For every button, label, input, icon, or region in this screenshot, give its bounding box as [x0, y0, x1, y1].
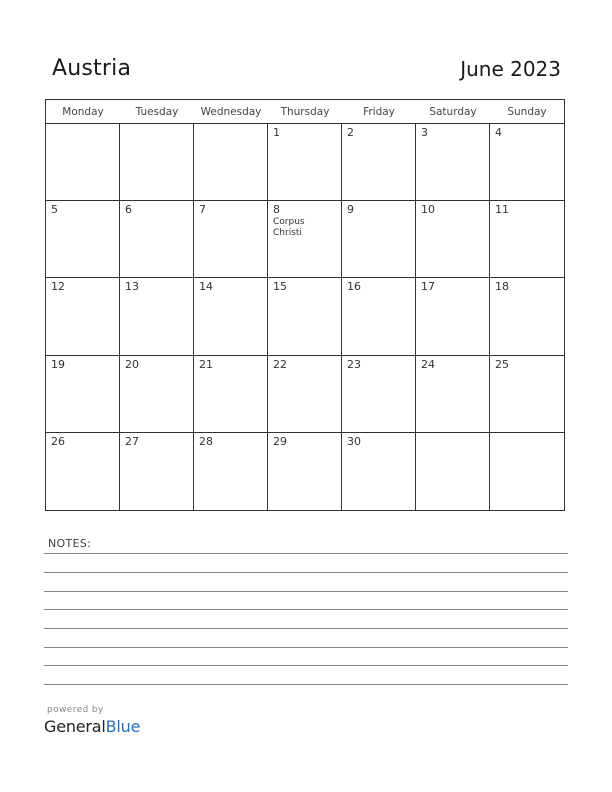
weekday-header: Sunday [490, 100, 564, 124]
month-year-title: June 2023 [460, 57, 561, 81]
day-cell[interactable] [268, 124, 342, 201]
day-number: 5 [51, 203, 58, 217]
day-cell[interactable] [268, 201, 342, 278]
day-cell[interactable] [268, 278, 342, 355]
note-line [44, 628, 568, 629]
day-cell[interactable] [490, 356, 564, 433]
day-number: 15 [273, 280, 287, 294]
weekday-header: Monday [46, 100, 120, 124]
day-cell[interactable] [46, 278, 120, 355]
notes-label: NOTES: [48, 537, 92, 550]
day-number: 1 [273, 126, 280, 139]
day-cell[interactable] [416, 124, 490, 201]
day-number: 30 [347, 434, 361, 448]
day-number: 28 [199, 434, 213, 448]
day-cell[interactable] [490, 433, 564, 510]
day-cell[interactable] [416, 201, 490, 278]
day-cell[interactable] [46, 124, 120, 201]
day-cell[interactable] [120, 278, 194, 355]
day-cell[interactable] [342, 356, 416, 433]
day-number: 12 [51, 280, 65, 294]
day-cell[interactable] [490, 201, 564, 278]
weekday-header: Thursday [268, 100, 342, 124]
weekday-header: Wednesday [194, 100, 268, 124]
weekday-header: Saturday [416, 100, 490, 124]
day-cell[interactable] [120, 124, 194, 201]
day-number: 26 [51, 434, 65, 448]
note-line [44, 591, 568, 592]
day-cell[interactable] [268, 356, 342, 433]
day-cell[interactable] [416, 433, 490, 510]
note-line [44, 572, 568, 573]
day-cell[interactable] [268, 433, 342, 510]
day-number: 20 [125, 357, 139, 371]
day-cell[interactable] [120, 433, 194, 510]
weekday-header: Friday [342, 100, 416, 124]
day-cell[interactable] [46, 433, 120, 510]
day-number: 6 [125, 203, 132, 217]
brand-name-blue: Blue [105, 717, 141, 736]
day-number: 10 [421, 203, 435, 217]
day-cell[interactable] [194, 433, 268, 510]
day-number: 17 [421, 280, 435, 294]
powered-by-text: powered by [47, 705, 104, 715]
day-cell[interactable] [194, 201, 268, 278]
day-cell[interactable] [46, 201, 120, 278]
day-number: 23 [347, 357, 361, 371]
day-cell[interactable] [342, 433, 416, 510]
day-number: 9 [347, 203, 354, 217]
day-number: 14 [199, 280, 213, 294]
day-cell[interactable] [342, 201, 416, 278]
note-line [44, 684, 568, 685]
note-line [44, 553, 568, 554]
day-cell[interactable] [490, 124, 564, 201]
day-cell[interactable] [342, 124, 416, 201]
calendar-grid [45, 99, 565, 511]
day-cell[interactable] [342, 278, 416, 355]
day-cell[interactable] [46, 356, 120, 433]
day-number: 11 [495, 203, 509, 217]
brand-logo[interactable] [44, 717, 140, 736]
note-line [44, 647, 568, 648]
day-number: 16 [347, 280, 361, 294]
note-line [44, 665, 568, 666]
day-number: 27 [125, 434, 139, 448]
day-cell[interactable] [194, 278, 268, 355]
day-cell[interactable] [194, 356, 268, 433]
day-number: 8 [273, 203, 280, 217]
day-cell[interactable] [194, 124, 268, 201]
day-number: 7 [199, 203, 206, 217]
country-title: Austria [52, 56, 132, 81]
day-number: 2 [347, 126, 354, 139]
day-number: 21 [199, 357, 213, 371]
day-cell[interactable] [490, 278, 564, 355]
day-number: 13 [125, 280, 139, 294]
day-cell[interactable] [416, 278, 490, 355]
day-number: 29 [273, 434, 287, 448]
day-cell[interactable] [120, 356, 194, 433]
day-number: 19 [51, 357, 65, 371]
day-number: 24 [421, 357, 435, 371]
day-number: 4 [495, 126, 502, 139]
day-number: 22 [273, 357, 287, 371]
day-cell[interactable] [120, 201, 194, 278]
day-number: 3 [421, 126, 428, 139]
brand-name-general: General [44, 717, 106, 736]
day-number: 25 [495, 357, 509, 371]
day-cell[interactable] [416, 356, 490, 433]
day-number: 18 [495, 280, 509, 294]
weekday-header: Tuesday [120, 100, 194, 124]
holiday-label: Corpus Christi [273, 217, 305, 239]
note-line [44, 609, 568, 610]
